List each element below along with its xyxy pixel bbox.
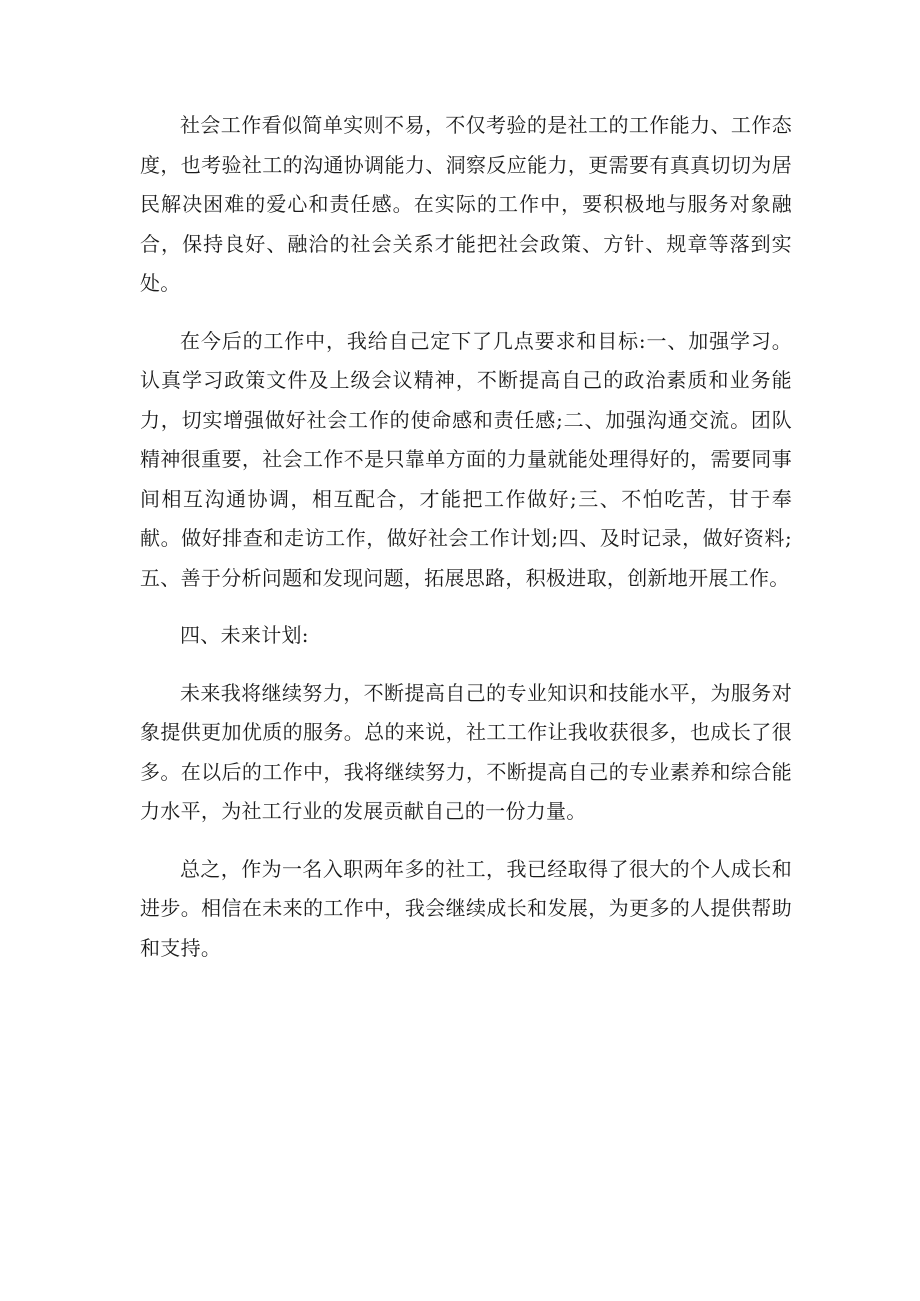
paragraph-future: 未来我将继续努力，不断提高自己的专业知识和技能水平，为服务对象提供更加优质的服务。总的来说，社工工作让我收获很多，也成长了很多。在以后的工作中，我将继续努力，不断提高自己的专业素养和综合能力水平，为社工行业的发展贡献自己的一份力量。	[140, 680, 792, 823]
paragraph-social-work: 社会工作看似简单实则不易，不仅考验的是社工的工作能力、工作态度，也考验社工的沟通协调能力、洞察反应能力，更需要有真真切切为居民解决困难的爱心和责任感。在实际的工作中，要积极地与服务对象融合，保持良好、融洽的社会关系才能把社会政策、方针、规章等落到实处。	[140, 113, 792, 295]
paragraph-conclusion: 总之，作为一名入职两年多的社工，我已经取得了很大的个人成长和进步。相信在未来的工作中，我会继续成长和发展，为更多的人提供帮助和支持。	[140, 856, 792, 960]
document-page	[140, 106, 792, 986]
paragraph-goals: 在今后的工作中，我给自己定下了几点要求和目标:一、加强学习。认真学习政策文件及上级会议精神，不断提高自己的政治素质和业务能力，切实增强做好社会工作的使命感和责任感;二、加强沟通交流。团队精神很重要，社会工作不是只靠单方面的力量就能处理得好的，需要同事间相互沟通协调，相互配合，才能把工作做好;三、不怕吃苦，甘于奉献。做好排查和走访工作，做好社会工作计划;四、及时记录，做好资料;五、善于分析问题和发现问题，拓展思路，积极进取，创新地开展工作。	[140, 328, 792, 590]
section-heading-future-plan: 四、未来计划:	[180, 623, 309, 647]
